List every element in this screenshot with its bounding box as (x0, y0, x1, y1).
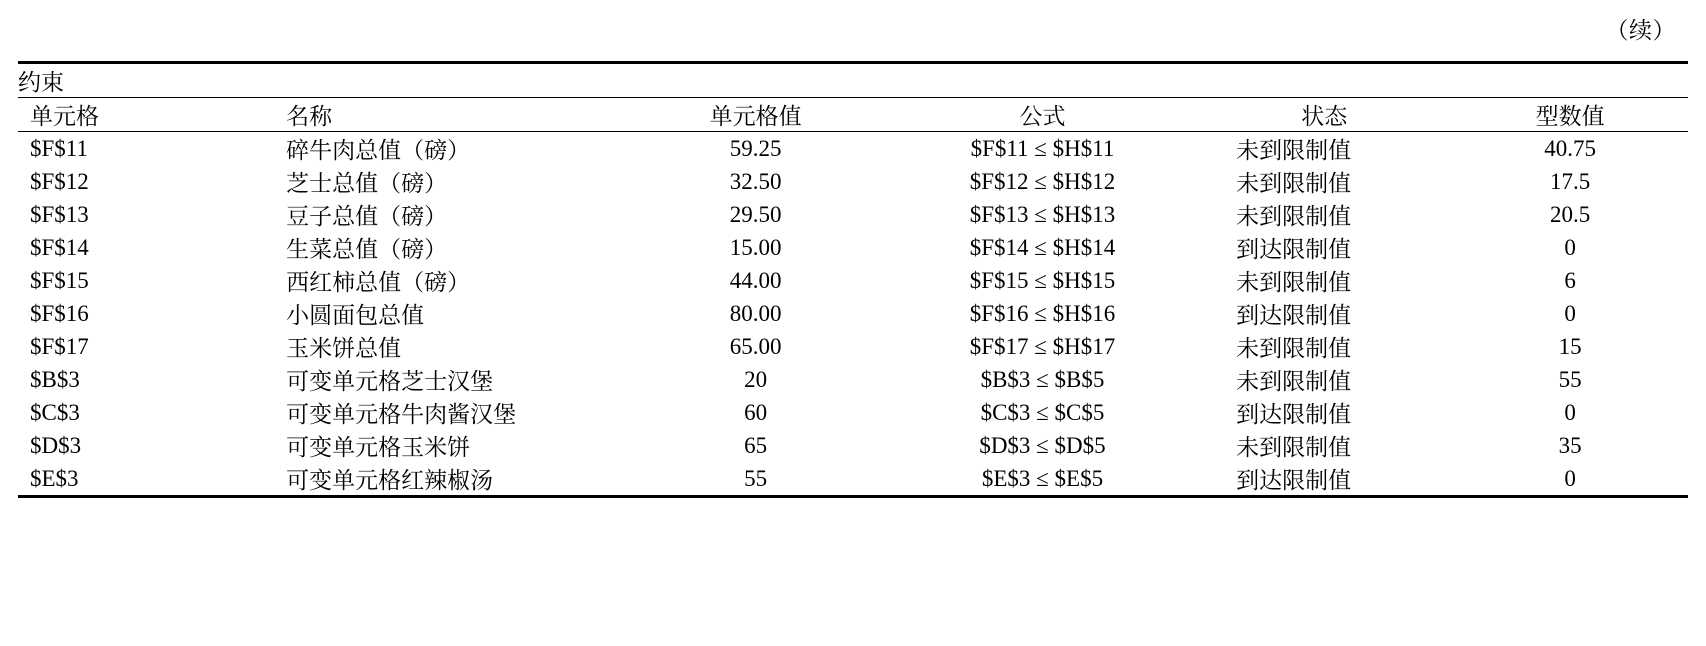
row-status: 到达限制值 (1236, 468, 1352, 493)
row-formula: $C$3 ≤ $C$5 (980, 399, 1105, 425)
row-cell: $E$3 (30, 465, 79, 491)
row-formula: $D$3 ≤ $D$5 (979, 432, 1106, 458)
row-slack: 55 (1558, 366, 1582, 392)
row-name: 小圆面包总值 (286, 303, 425, 328)
row-slack: 20.5 (1550, 201, 1591, 227)
row-value: 20 (744, 366, 768, 392)
row-slack: 35 (1558, 432, 1582, 458)
row-value: 15.00 (729, 234, 782, 260)
row-status: 未到限制值 (1236, 270, 1352, 295)
row-slack: 17.5 (1550, 168, 1591, 194)
row-cell: $D$3 (30, 432, 82, 458)
row-value: 44.00 (729, 267, 782, 293)
continued-label: （续） (1605, 18, 1676, 43)
row-cell: $C$3 (30, 399, 80, 425)
row-name: 可变单元格红辣椒汤 (286, 468, 494, 493)
row-status: 未到限制值 (1236, 204, 1352, 229)
row-cell: $F$16 (30, 300, 89, 326)
row-formula: $F$12 ≤ $H$12 (969, 168, 1116, 194)
row-status: 未到限制值 (1196, 132, 1452, 166)
row-status: 未到限制值 (1236, 336, 1352, 361)
table-row (18, 330, 1688, 363)
table-row (18, 429, 1688, 462)
row-slack: 15 (1558, 333, 1582, 359)
row-formula: $F$14 ≤ $H$14 (969, 234, 1116, 260)
header-formula: 公式 (889, 98, 1196, 132)
header-value: 单元格值 (622, 98, 888, 132)
header-slack: 型数值 (1452, 98, 1688, 132)
row-value: 59.25 (622, 132, 888, 166)
row-formula: $F$17 ≤ $H$17 (969, 333, 1116, 359)
table-row (18, 165, 1688, 198)
row-slack: 0 (1564, 465, 1576, 491)
row-cell: $B$3 (30, 366, 80, 392)
row-name: 豆子总值（磅） (286, 204, 448, 229)
row-cell: $F$17 (30, 333, 89, 359)
row-name: 玉米饼总值 (286, 336, 402, 361)
row-slack: 0 (1564, 300, 1576, 326)
section-title: 约束 (18, 63, 1688, 98)
table-row (18, 198, 1688, 231)
row-name: 可变单元格芝士汉堡 (286, 369, 494, 394)
header-status: 状态 (1196, 98, 1452, 132)
row-value: 80.00 (729, 300, 782, 326)
row-value: 32.50 (729, 168, 782, 194)
table-row (18, 396, 1688, 429)
row-formula: $F$13 ≤ $H$13 (969, 201, 1116, 227)
row-value: 60 (744, 399, 768, 425)
row-name: 西红柿总值（磅） (286, 270, 471, 295)
row-formula: $F$11 ≤ $H$11 (889, 132, 1196, 166)
row-name: 生菜总值（磅） (286, 237, 448, 262)
table-bottom-rule (18, 497, 1688, 505)
table-row (18, 462, 1688, 497)
table-row (18, 264, 1688, 297)
row-name: 可变单元格玉米饼 (286, 435, 471, 460)
row-status: 未到限制值 (1236, 369, 1352, 394)
row-formula: $F$15 ≤ $H$15 (969, 267, 1116, 293)
row-cell: $F$15 (30, 267, 89, 293)
header-name: 名称 (274, 98, 622, 132)
row-value: 65.00 (729, 333, 782, 359)
table-row (18, 231, 1688, 264)
row-value: 65 (744, 432, 768, 458)
constraints-table-wrapper (18, 61, 1688, 504)
row-status: 未到限制值 (1236, 171, 1352, 196)
row-formula: $B$3 ≤ $B$5 (980, 366, 1105, 392)
table-body (18, 63, 1688, 505)
row-name: 芝士总值（磅） (286, 171, 448, 196)
row-status: 未到限制值 (1236, 435, 1352, 460)
bottom-rule-cell (18, 497, 1688, 505)
row-name: 碎牛肉总值（磅） (274, 132, 622, 166)
row-formula: $F$16 ≤ $H$16 (969, 300, 1116, 326)
row-status: 到达限制值 (1236, 303, 1352, 328)
table-header-row (18, 98, 1688, 132)
row-cell: $F$11 (18, 132, 274, 166)
table-row (18, 363, 1688, 396)
header-cell: 单元格 (18, 98, 274, 132)
section-title-row (18, 63, 1688, 98)
row-cell: $F$12 (30, 168, 89, 194)
row-formula: $E$3 ≤ $E$5 (981, 465, 1104, 491)
row-slack: 0 (1564, 234, 1576, 260)
table-row (18, 132, 1688, 166)
row-status: 到达限制值 (1236, 402, 1352, 427)
row-slack: 0 (1564, 399, 1576, 425)
row-cell: $F$14 (30, 234, 89, 260)
row-slack: 40.75 (1452, 132, 1688, 166)
table-row (18, 297, 1688, 330)
row-cell: $F$13 (30, 201, 89, 227)
row-slack: 6 (1564, 267, 1576, 293)
row-name: 可变单元格牛肉酱汉堡 (286, 402, 517, 427)
row-value: 29.50 (729, 201, 782, 227)
constraints-table (18, 61, 1688, 504)
row-status: 到达限制值 (1236, 237, 1352, 262)
row-value: 55 (744, 465, 768, 491)
